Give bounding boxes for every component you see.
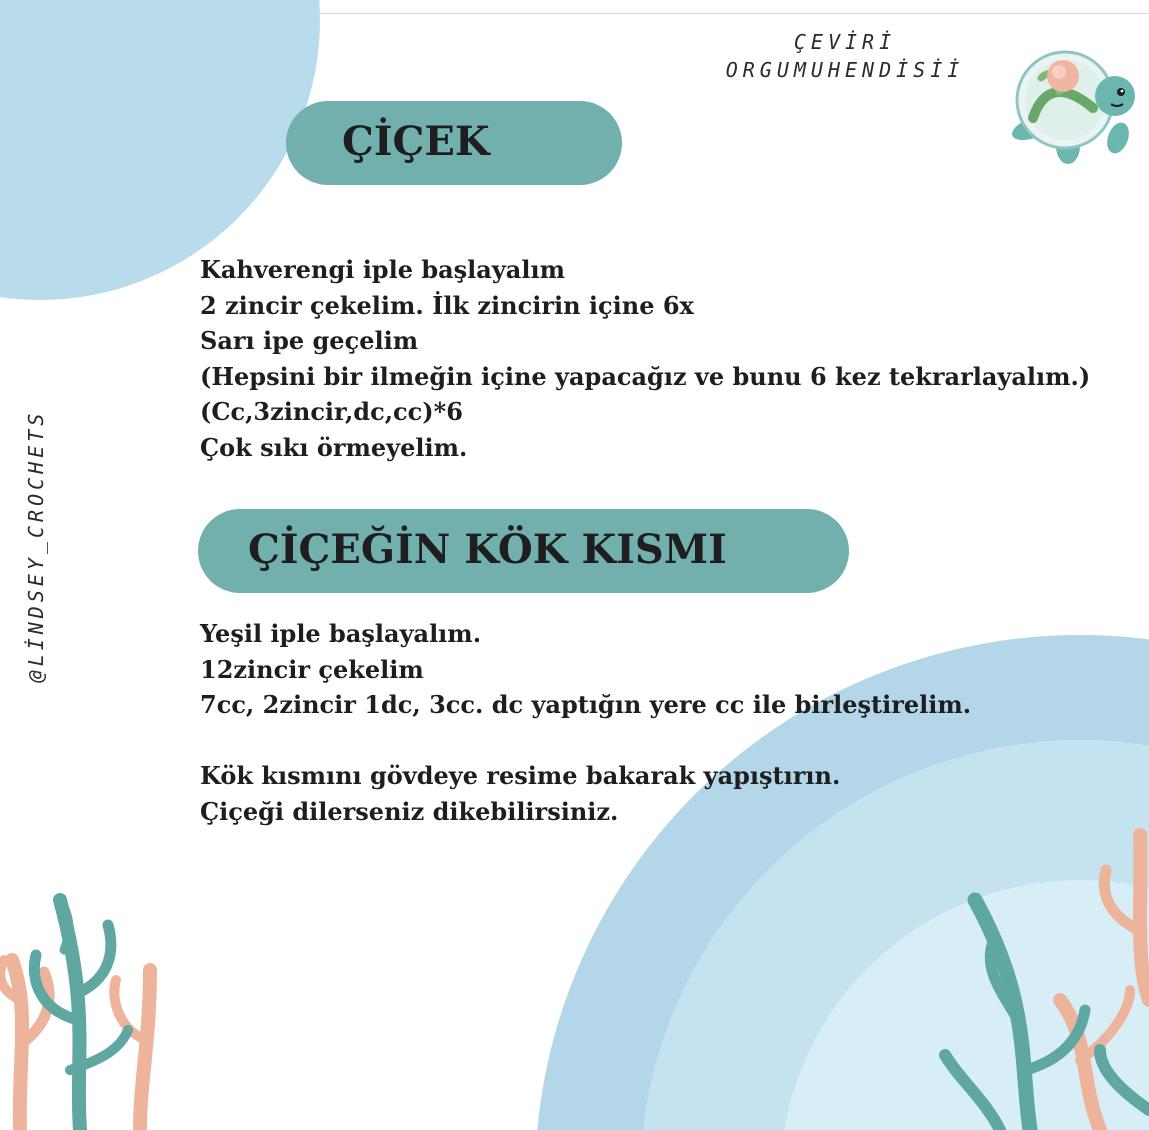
watermark-text (690, 28, 1000, 84)
section-title: ÇİÇEK (342, 118, 490, 165)
instructions-block (200, 616, 971, 723)
instruction-line: 7cc, 2zincir 1dc, 3cc. dc yaptığın yere cc ile birleştirelim. (200, 690, 972, 719)
author-handle-text: @LİNDSEY_CROCHETS (24, 409, 48, 683)
note-line: Çiçeği dilerseniz dikebilirsiniz. (200, 796, 619, 826)
watermark-line-1: ÇEVİRİ (793, 30, 897, 54)
coral-icon (0, 900, 150, 1130)
instructions-block (200, 252, 1090, 465)
instruction-line: (Cc,3zincir,dc,cc)*6 (200, 397, 463, 426)
section-title-pill (198, 509, 849, 593)
instruction-line: Kahverengi iple başlayalım (200, 255, 565, 284)
instruction-line: Sarı ipe geçelim (200, 326, 419, 355)
section-title: ÇİÇEĞİN KÖK KISMI (248, 526, 727, 573)
instruction-line: 2 zincir çekelim. İlk zincirin içine 6x (200, 290, 694, 320)
instruction-line: (Hepsini bir ilmeğin içine yapacağız ve bunu 6 kez tekrarlayalım.) (200, 361, 1091, 391)
note-line: Kök kısmını gövdeye resime bakarak yapıştırın. (200, 761, 841, 790)
translator-watermark (690, 28, 1000, 98)
turtle-logo-icon (1003, 38, 1143, 168)
instruction-line: 12zincir çekelim (200, 654, 424, 684)
instruction-line: Çok sıkı örmeyelim. (200, 432, 468, 462)
watermark-line-2: ORGUMUHENDİSİİ (725, 58, 965, 82)
notes-block (200, 758, 840, 829)
instruction-line: Yeşil iple başlayalım. (200, 619, 482, 648)
section-title-pill (286, 101, 622, 185)
